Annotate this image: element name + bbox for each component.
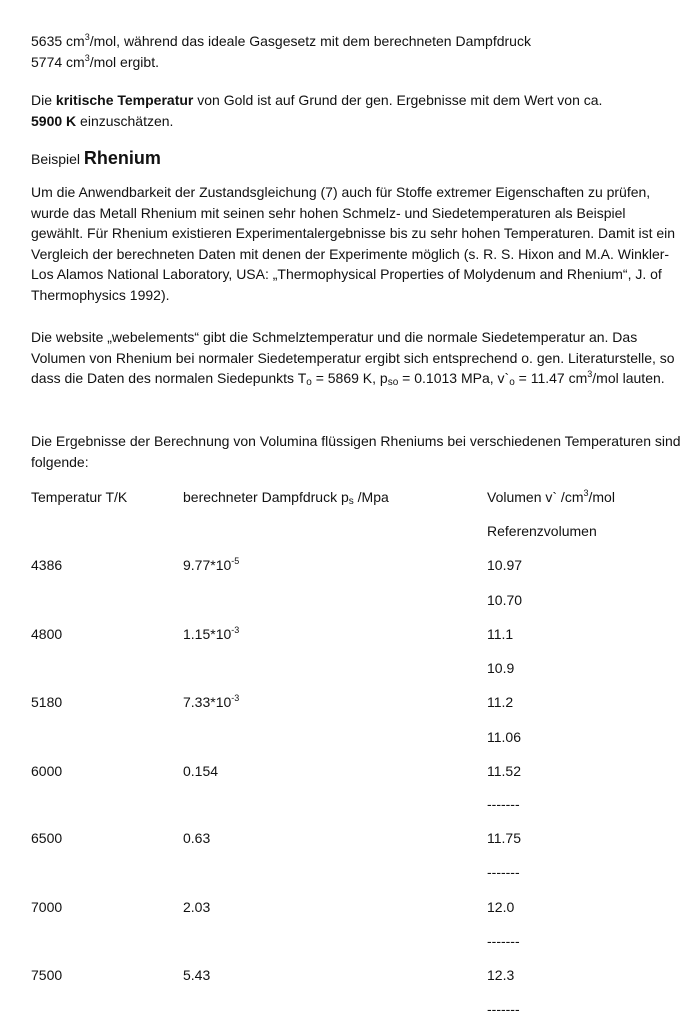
- header-volume: Volumen v` $/cm^3$/mol: [487, 488, 615, 505]
- cell-temperature: 4386: [31, 557, 63, 573]
- superscript: 3: [84, 32, 90, 42]
- body-paragraph-1: Um die Anwendbarkeit der Zustandsgleichung (7) auch für Stoffe extremer Eigenschaften zu prüfen, wurde das Metall Rhenium mit seinen sehr hohen Schmelz- und Siedetemperaturen als Beispiel gewählt. Für Rhenium existieren Experimentalergebnisse bis zu sehr hohen Temperaturen. Damit ist ein Vergleich der berechneten Daten mit denen der Experimente möglich (s. R. S. Hixon and M.A. Winkler- Los Alamos National Laboratory, USA: „Thermophysical Properties of Molydenum and Rhenium“, J. of Thermophysics 1992).: [31, 184, 676, 303]
- intro-text: 5774 cm: [31, 53, 85, 70]
- cell-pressure: $1.15*10^{-3}$: [183, 625, 240, 642]
- cell-volume: 11.1: [487, 626, 514, 642]
- superscript: 3: [84, 52, 90, 63]
- bold-term: kritische Temperatur: [55, 92, 194, 108]
- cell-temperature: 7500: [31, 967, 63, 983]
- cell-temperature: 4800: [31, 626, 63, 642]
- cell-pressure: 0.63: [183, 830, 211, 846]
- cell-temperature: 7000: [31, 899, 63, 915]
- section-heading: Beispiel Rhenium: [31, 148, 161, 168]
- critical-temperature-paragraph: Die kritische Temperatur von Gold ist auf Grund der gen. Ergebnisse mit dem Wert von ca. 5900 K einzuschätzen.: [31, 92, 603, 129]
- body-paragraph-3: Die Ergebnisse der Berechnung von Volumina flüssigen Rheniums bei verschiedenen Temperaturen sind folgende:: [31, 433, 681, 470]
- cell-temperature: 6000: [31, 763, 63, 779]
- cell-volume: 11.52: [487, 763, 521, 779]
- heading-title: Rhenium: [83, 148, 161, 168]
- cell-temperature: 6500: [31, 830, 63, 846]
- bold-value: 5900 K: [31, 112, 77, 129]
- cell-pressure: 0.154: [183, 763, 219, 779]
- cell-volume: 10.97: [487, 557, 523, 573]
- cell-pressure: 5.43: [183, 967, 211, 983]
- cell-reference-volume: -------: [487, 933, 520, 949]
- cell-temperature: 5180: [31, 694, 63, 710]
- intro-text: /mol ergibt.: [89, 53, 159, 70]
- cell-reference-volume: 10.70: [487, 592, 523, 608]
- body-paragraph-2: Die website „webelements“ gibt die Schmelztemperatur und die normale Siedetemperatur an. Das Volumen von Rhenium bei normaler Siedetemperatur ergibt sich entsprechend o. gen. Literaturstelle, so dass die Daten des normalen Siedepunkts $T_o = 5869$ K, $p_{so} = 0.1013$ MPa, $v`_o = 11.47$ $cm^3$/mol lauten.: [31, 329, 675, 388]
- cell-volume: 11.75: [487, 830, 521, 846]
- cell-reference-volume: -------: [487, 1001, 520, 1017]
- cell-reference-volume: -------: [487, 864, 520, 880]
- cell-pressure: 2.03: [183, 899, 211, 915]
- header-pressure: berechneter Dampfdruck $p_s$ /Mpa: [183, 489, 389, 507]
- cell-pressure: $7.33*10^{-3}$: [183, 693, 240, 710]
- cell-volume: 12.0: [487, 899, 515, 915]
- header-temperature: Temperatur T/K: [31, 489, 128, 505]
- intro-text: 5635 cm: [31, 33, 85, 49]
- cell-pressure: $9.77*10^{-5}$: [183, 556, 240, 573]
- intro-text: /mol, während das ideale Gasgesetz mit dem berechneten Dampfdruck: [89, 33, 531, 49]
- cell-volume: 12.3: [487, 967, 515, 983]
- cell-reference-volume: 11.06: [487, 729, 521, 745]
- cell-reference-volume: 10.9: [487, 660, 515, 676]
- cell-reference-volume: -------: [487, 796, 520, 812]
- header-reference-volume: Referenzvolumen: [487, 523, 597, 539]
- cell-volume: 11.2: [487, 694, 514, 710]
